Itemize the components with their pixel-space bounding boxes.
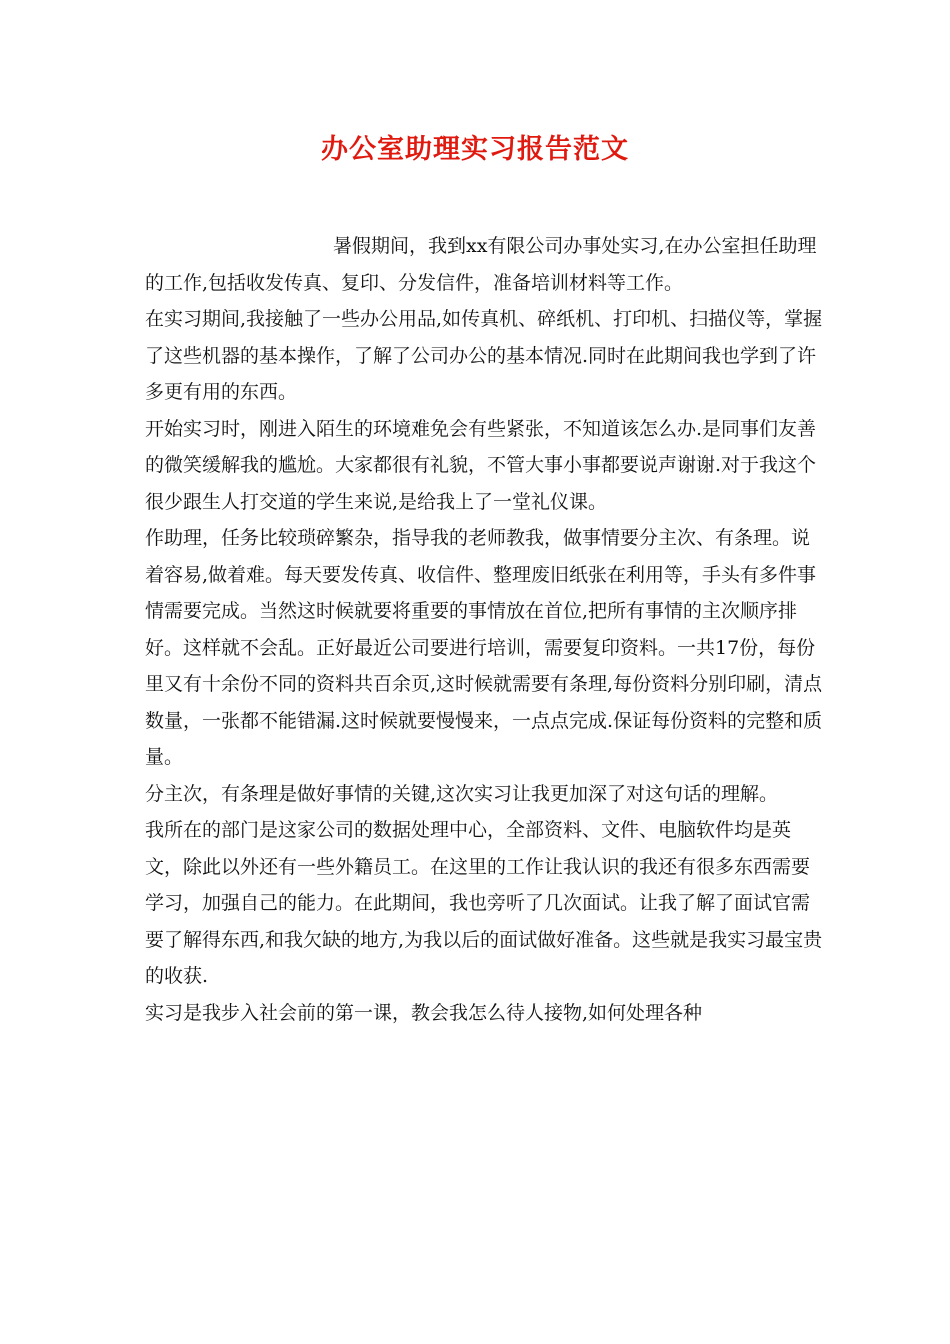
document-body <box>145 228 825 1031</box>
document-title: 办公室助理实习报告范文 <box>321 134 629 165</box>
paragraph-1: 暑假期间，我到xx有限公司办事处实习,在办公室担任助理的工作,包括收发传真、复印、分发信件，准备培训材料等工作。 <box>145 235 817 294</box>
paragraph-6: 我所在的部门是这家公司的数据处理中心，全部资料、文件、电脑软件均是英文，除此以外还有一些外籍员工。在这里的工作让我认识的我还有很多东西需要学习，加强自己的能力。在此期间，我也旁听了几次面试。让我了解了面试官需要了解得东西,和我欠缺的地方,为我以后的面试做好准备。这些就是我实习最宝贵的收获. <box>145 819 823 987</box>
paragraph-5: 分主次，有条理是做好事情的关键,这次实习让我更加深了对这句话的理解。 <box>145 782 779 805</box>
paragraph-2: 在实习期间,我接触了一些办公用品,如传真机、碎纸机、打印机、扫描仪等，掌握了这些机器的基本操作，了解了公司办公的基本情况.同时在此期间我也学到了许多更有用的东西。 <box>145 308 823 403</box>
paragraph-4: 作助理，任务比较琐碎繁杂，指导我的老师教我，做事情要分主次、有条理。说着容易,做着难。每天要发传真、收信件、整理废旧纸张在利用等，手头有多件事情需要完成。当然这时候就要将重要的事情放在首位,把所有事情的主次顺序排好。这样就不会乱。正好最近公司要进行培训，需要复印资料。一共17份，每份里又有十余份不同的资料共百余页,这时候就需要有条理,每份资料分别印刷，清点数量，一张都不能错漏.这时候就要慢慢来，一点点完成.保证每份资料的完整和质量。 <box>145 527 823 768</box>
paragraph-3: 开始实习时，刚进入陌生的环境难免会有些紧张，不知道该怎么办.是同事们友善的微笑缓解我的尴尬。大家都很有礼貌，不管大事小事都要说声谢谢.对于我这个很少跟生人打交道的学生来说,是给我上了一堂礼仪课。 <box>145 417 817 513</box>
paragraph-7: 实习是我步入社会前的第一课，教会我怎么待人接物,如何处理各种 <box>145 1001 703 1024</box>
